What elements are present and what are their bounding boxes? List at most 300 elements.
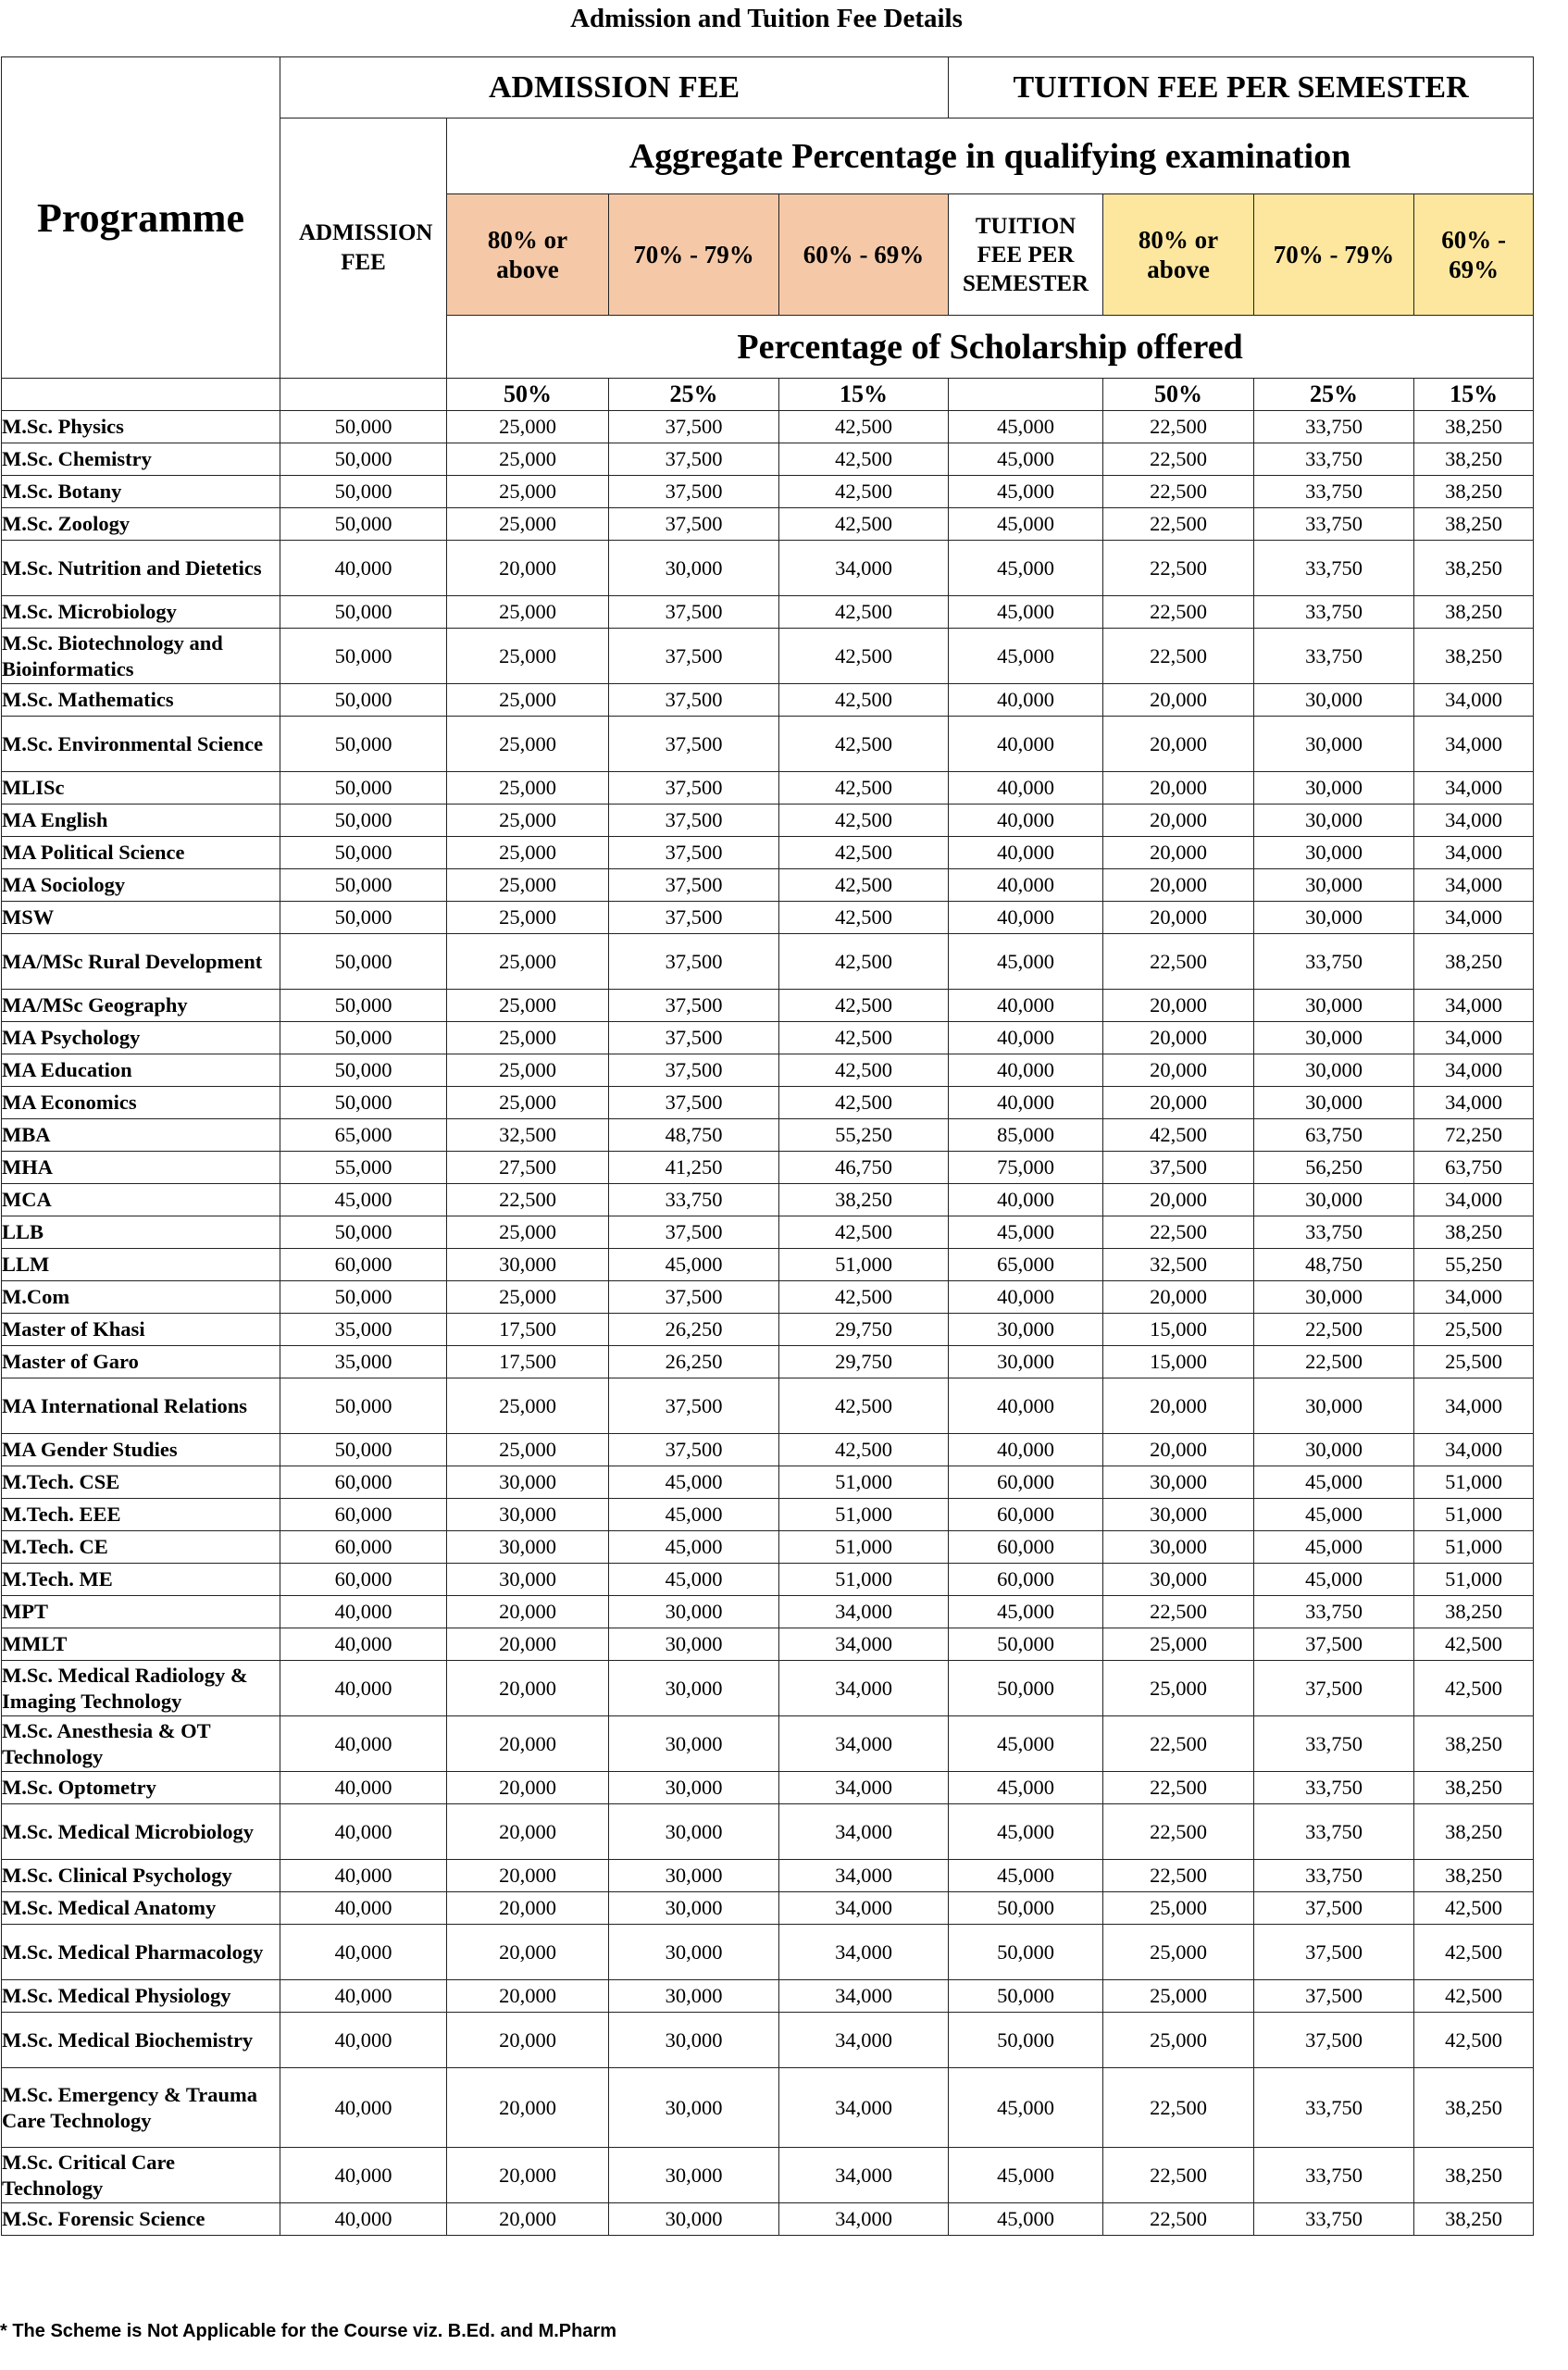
- tuition-60-cell: 51,000: [1414, 1564, 1534, 1596]
- programme-name: LLM: [2, 1249, 280, 1281]
- admission-fee-cell: 50,000: [280, 1054, 447, 1087]
- admission-80-cell: 20,000: [447, 1628, 609, 1661]
- tuition-60-cell: 38,250: [1414, 1860, 1534, 1892]
- programme-name: M.Sc. Medical Biochemistry: [2, 2013, 280, 2068]
- tuition-80-cell: 32,500: [1103, 1249, 1254, 1281]
- tuition-60-cell: 34,000: [1414, 684, 1534, 717]
- admission-fee-cell: 40,000: [280, 1628, 447, 1661]
- scholarship-header: Percentage of Scholarship offered: [447, 316, 1534, 379]
- tuition-70-cell: 48,750: [1254, 1249, 1414, 1281]
- admission-60-cell: 42,500: [779, 837, 949, 869]
- admission-60-cell: 38,250: [779, 1184, 949, 1216]
- admission-80-cell: 25,000: [447, 902, 609, 934]
- tuition-fee-group-header: TUITION FEE PER SEMESTER: [949, 57, 1534, 118]
- admission-80-cell: 25,000: [447, 837, 609, 869]
- admission-60-cell: 42,500: [779, 629, 949, 684]
- admission-80-cell: 25,000: [447, 1054, 609, 1087]
- admission-60-cell: 34,000: [779, 1892, 949, 1925]
- admission-60-cell: 42,500: [779, 1434, 949, 1466]
- table-row: [2, 1152, 1534, 1184]
- tuition-70-cell: 33,750: [1254, 2068, 1414, 2148]
- admission-pct-25: 25%: [609, 379, 779, 411]
- admission-70-cell: 30,000: [609, 2068, 779, 2148]
- table-row: [2, 1564, 1534, 1596]
- tuition-70-cell: 30,000: [1254, 1022, 1414, 1054]
- tuition-fee-cell: 40,000: [949, 1184, 1103, 1216]
- admission-80-cell: 25,000: [447, 596, 609, 629]
- admission-fee-cell: 50,000: [280, 684, 447, 717]
- tuition-fee-cell: 40,000: [949, 1378, 1103, 1434]
- admission-fee-cell: 40,000: [280, 1772, 447, 1804]
- admission-70-cell: 37,500: [609, 1022, 779, 1054]
- admission-80-cell: 30,000: [447, 1249, 609, 1281]
- aggregate-percentage-header: Aggregate Percentage in qualifying examination: [447, 118, 1534, 194]
- admission-80-cell: 25,000: [447, 1434, 609, 1466]
- tuition-60-cell: 38,250: [1414, 411, 1534, 443]
- tuition-80-cell: 22,500: [1103, 411, 1254, 443]
- admission-60-cell: 42,500: [779, 869, 949, 902]
- admission-70-cell: 45,000: [609, 1564, 779, 1596]
- programme-name: MA Gender Studies: [2, 1434, 280, 1466]
- admission-80-cell: 20,000: [447, 1772, 609, 1804]
- tuition-fee-cell: 50,000: [949, 2013, 1103, 2068]
- tuition-fee-cell: 60,000: [949, 1564, 1103, 1596]
- table-row: [2, 541, 1534, 596]
- table-row: [2, 772, 1534, 805]
- admission-80-cell: 25,000: [447, 476, 609, 508]
- table-row: [2, 476, 1534, 508]
- programme-name: M.Sc. Medical Microbiology: [2, 1804, 280, 1860]
- pct-blank: [949, 379, 1103, 411]
- admission-fee-cell: 50,000: [280, 772, 447, 805]
- admission-80-cell: 25,000: [447, 411, 609, 443]
- table-row: [2, 2068, 1534, 2148]
- admission-60-cell: 42,500: [779, 1054, 949, 1087]
- admission-70-cell: 37,500: [609, 596, 779, 629]
- admission-70-cell: 30,000: [609, 1661, 779, 1716]
- tuition-60-cell: 38,250: [1414, 934, 1534, 990]
- tuition-70-cell: 30,000: [1254, 1378, 1414, 1434]
- programme-name: M.Sc. Chemistry: [2, 443, 280, 476]
- table-row: [2, 1925, 1534, 1980]
- tuition-80-cell: 25,000: [1103, 2013, 1254, 2068]
- programme-name: M.Sc. Microbiology: [2, 596, 280, 629]
- admission-70-cell: 37,500: [609, 411, 779, 443]
- admission-70-cell: 30,000: [609, 1716, 779, 1772]
- programme-name: M.Sc. Physics: [2, 411, 280, 443]
- table-header: [2, 57, 1534, 411]
- programme-name: MA English: [2, 805, 280, 837]
- admission-60-cell: 42,500: [779, 476, 949, 508]
- tuition-80-cell: 25,000: [1103, 1661, 1254, 1716]
- tuition-60-cell: 34,000: [1414, 902, 1534, 934]
- admission-80-cell: 25,000: [447, 1087, 609, 1119]
- tuition-80-cell: 37,500: [1103, 1152, 1254, 1184]
- tuition-70-cell: 33,750: [1254, 1716, 1414, 1772]
- admission-60-cell: 34,000: [779, 1772, 949, 1804]
- tuition-70-cell: 33,750: [1254, 934, 1414, 990]
- tuition-80-cell: 20,000: [1103, 869, 1254, 902]
- tuition-60-cell: 38,250: [1414, 476, 1534, 508]
- tuition-pct-15: 15%: [1414, 379, 1534, 411]
- admission-60-cell: 34,000: [779, 541, 949, 596]
- tuition-fee-cell: 40,000: [949, 1281, 1103, 1314]
- tuition-fee-cell: 45,000: [949, 1772, 1103, 1804]
- admission-60-cell: 51,000: [779, 1466, 949, 1499]
- admission-fee-cell: 50,000: [280, 596, 447, 629]
- tuition-80-cell: 22,500: [1103, 2203, 1254, 2236]
- admission-70-cell: 30,000: [609, 2148, 779, 2203]
- tuition-70-cell: 30,000: [1254, 684, 1414, 717]
- admission-fee-cell: 35,000: [280, 1314, 447, 1346]
- tuition-70-cell: 33,750: [1254, 1216, 1414, 1249]
- table-row: [2, 934, 1534, 990]
- tuition-60-cell: 42,500: [1414, 1892, 1534, 1925]
- admission-fee-cell: 50,000: [280, 411, 447, 443]
- tuition-80-cell: 22,500: [1103, 1716, 1254, 1772]
- admission-fee-cell: 50,000: [280, 934, 447, 990]
- tuition-80-cell: 20,000: [1103, 1184, 1254, 1216]
- admission-band-80-header: 80% or above: [447, 194, 609, 316]
- tuition-60-cell: 72,250: [1414, 1119, 1534, 1152]
- admission-80-cell: 25,000: [447, 772, 609, 805]
- admission-80-cell: 32,500: [447, 1119, 609, 1152]
- tuition-80-cell: 22,500: [1103, 629, 1254, 684]
- admission-fee-cell: 40,000: [280, 2013, 447, 2068]
- admission-60-cell: 34,000: [779, 1925, 949, 1980]
- admission-60-cell: 34,000: [779, 1980, 949, 2013]
- tuition-80-cell: 22,500: [1103, 1216, 1254, 1249]
- table-row: [2, 1314, 1534, 1346]
- programme-header: Programme: [2, 57, 280, 379]
- admission-80-cell: 20,000: [447, 1892, 609, 1925]
- tuition-fee-cell: 50,000: [949, 1925, 1103, 1980]
- programme-name: M.Sc. Medical Physiology: [2, 1980, 280, 2013]
- admission-fee-cell: 50,000: [280, 1216, 447, 1249]
- admission-60-cell: 34,000: [779, 2013, 949, 2068]
- admission-fee-group-header: ADMISSION FEE: [280, 57, 949, 118]
- admission-70-cell: 37,500: [609, 684, 779, 717]
- tuition-70-cell: 45,000: [1254, 1564, 1414, 1596]
- admission-fee-cell: 60,000: [280, 1249, 447, 1281]
- tuition-fee-cell: 30,000: [949, 1346, 1103, 1378]
- tuition-60-cell: 34,000: [1414, 1378, 1534, 1434]
- admission-80-cell: 30,000: [447, 1499, 609, 1531]
- tuition-80-cell: 22,500: [1103, 934, 1254, 990]
- admission-80-cell: 25,000: [447, 508, 609, 541]
- tuition-fee-cell: 45,000: [949, 1596, 1103, 1628]
- admission-fee-cell: 40,000: [280, 2068, 447, 2148]
- admission-fee-cell: 50,000: [280, 629, 447, 684]
- tuition-70-cell: 30,000: [1254, 805, 1414, 837]
- admission-70-cell: 37,500: [609, 508, 779, 541]
- admission-60-cell: 34,000: [779, 1860, 949, 1892]
- tuition-70-cell: 33,750: [1254, 1804, 1414, 1860]
- tuition-fee-cell: 40,000: [949, 1434, 1103, 1466]
- tuition-fee-cell: 50,000: [949, 1661, 1103, 1716]
- admission-fee-cell: 50,000: [280, 1281, 447, 1314]
- tuition-fee-cell: 45,000: [949, 629, 1103, 684]
- programme-name: M.Sc. Environmental Science: [2, 717, 280, 772]
- admission-80-cell: 27,500: [447, 1152, 609, 1184]
- admission-70-cell: 30,000: [609, 1980, 779, 2013]
- admission-fee-cell: 40,000: [280, 1661, 447, 1716]
- admission-70-cell: 37,500: [609, 934, 779, 990]
- table-row: [2, 869, 1534, 902]
- admission-70-cell: 30,000: [609, 1772, 779, 1804]
- admission-70-cell: 45,000: [609, 1249, 779, 1281]
- admission-70-cell: 37,500: [609, 990, 779, 1022]
- tuition-60-cell: 38,250: [1414, 443, 1534, 476]
- admission-fee-cell: 40,000: [280, 1980, 447, 2013]
- programme-name: M.Sc. Medical Radiology & Imaging Technology: [2, 1661, 280, 1716]
- tuition-80-cell: 20,000: [1103, 990, 1254, 1022]
- programme-name: M.Sc. Medical Pharmacology: [2, 1925, 280, 1980]
- tuition-60-cell: 42,500: [1414, 1661, 1534, 1716]
- admission-fee-cell: 55,000: [280, 1152, 447, 1184]
- admission-60-cell: 42,500: [779, 1216, 949, 1249]
- admission-70-cell: 30,000: [609, 2203, 779, 2236]
- tuition-60-cell: 38,250: [1414, 1216, 1534, 1249]
- programme-name: M.Sc. Nutrition and Dietetics: [2, 541, 280, 596]
- tuition-80-cell: 25,000: [1103, 1628, 1254, 1661]
- tuition-fee-cell: 85,000: [949, 1119, 1103, 1152]
- admission-70-cell: 37,500: [609, 837, 779, 869]
- table-row: [2, 1216, 1534, 1249]
- admission-80-cell: 25,000: [447, 443, 609, 476]
- admission-fee-cell: 50,000: [280, 837, 447, 869]
- admission-70-cell: 30,000: [609, 1860, 779, 1892]
- tuition-60-cell: 34,000: [1414, 837, 1534, 869]
- tuition-fee-cell: 65,000: [949, 1249, 1103, 1281]
- tuition-band-60-header: 60% - 69%: [1414, 194, 1534, 316]
- tuition-fee-cell: 50,000: [949, 1628, 1103, 1661]
- tuition-70-cell: 30,000: [1254, 1184, 1414, 1216]
- programme-name: MMLT: [2, 1628, 280, 1661]
- admission-70-cell: 30,000: [609, 1628, 779, 1661]
- tuition-60-cell: 38,250: [1414, 1596, 1534, 1628]
- tuition-fee-cell: 40,000: [949, 1054, 1103, 1087]
- admission-80-cell: 20,000: [447, 1925, 609, 1980]
- programme-name: MA Psychology: [2, 1022, 280, 1054]
- tuition-fee-cell: 45,000: [949, 411, 1103, 443]
- admission-80-cell: 25,000: [447, 805, 609, 837]
- tuition-70-cell: 30,000: [1254, 1087, 1414, 1119]
- admission-60-cell: 34,000: [779, 1596, 949, 1628]
- admission-70-cell: 37,500: [609, 869, 779, 902]
- admission-fee-cell: 50,000: [280, 1087, 447, 1119]
- tuition-60-cell: 34,000: [1414, 869, 1534, 902]
- tuition-70-cell: 30,000: [1254, 1281, 1414, 1314]
- admission-60-cell: 42,500: [779, 934, 949, 990]
- table-row: [2, 1531, 1534, 1564]
- tuition-60-cell: 34,000: [1414, 805, 1534, 837]
- tuition-60-cell: 34,000: [1414, 772, 1534, 805]
- admission-80-cell: 25,000: [447, 1378, 609, 1434]
- tuition-70-cell: 33,750: [1254, 2148, 1414, 2203]
- admission-fee-cell: 35,000: [280, 1346, 447, 1378]
- tuition-80-cell: 25,000: [1103, 1925, 1254, 1980]
- tuition-80-cell: 22,500: [1103, 1860, 1254, 1892]
- programme-name: MA/MSc Geography: [2, 990, 280, 1022]
- admission-70-cell: 37,500: [609, 1087, 779, 1119]
- admission-70-cell: 30,000: [609, 1892, 779, 1925]
- tuition-60-cell: 34,000: [1414, 1054, 1534, 1087]
- admission-fee-cell: 40,000: [280, 1860, 447, 1892]
- admission-70-cell: 30,000: [609, 1596, 779, 1628]
- programme-name: M.Sc. Mathematics: [2, 684, 280, 717]
- tuition-fee-cell: 45,000: [949, 443, 1103, 476]
- tuition-60-cell: 25,500: [1414, 1314, 1534, 1346]
- tuition-80-cell: 20,000: [1103, 1281, 1254, 1314]
- programme-name: MA Sociology: [2, 869, 280, 902]
- tuition-70-cell: 37,500: [1254, 1925, 1414, 1980]
- admission-fee-cell: 60,000: [280, 1531, 447, 1564]
- table-row: [2, 1716, 1534, 1772]
- tuition-80-cell: 22,500: [1103, 1772, 1254, 1804]
- admission-fee-cell: 40,000: [280, 1925, 447, 1980]
- tuition-70-cell: 30,000: [1254, 717, 1414, 772]
- tuition-fee-cell: 60,000: [949, 1466, 1103, 1499]
- tuition-80-cell: 22,500: [1103, 1596, 1254, 1628]
- tuition-60-cell: 38,250: [1414, 629, 1534, 684]
- tuition-60-cell: 25,500: [1414, 1346, 1534, 1378]
- tuition-70-cell: 30,000: [1254, 1434, 1414, 1466]
- tuition-80-cell: 20,000: [1103, 772, 1254, 805]
- admission-60-cell: 34,000: [779, 2148, 949, 2203]
- tuition-fee-cell: 40,000: [949, 1022, 1103, 1054]
- admission-70-cell: 37,500: [609, 772, 779, 805]
- tuition-80-cell: 20,000: [1103, 1087, 1254, 1119]
- programme-name: M.Sc. Forensic Science: [2, 2203, 280, 2236]
- programme-name: M.Tech. ME: [2, 1564, 280, 1596]
- tuition-70-cell: 37,500: [1254, 1980, 1414, 2013]
- tuition-60-cell: 38,250: [1414, 2203, 1534, 2236]
- admission-fee-cell: 40,000: [280, 1596, 447, 1628]
- admission-60-cell: 34,000: [779, 1716, 949, 1772]
- admission-fee-cell: 50,000: [280, 805, 447, 837]
- programme-name: M.Sc. Anesthesia & OT Technology: [2, 1716, 280, 1772]
- admission-fee-cell: 60,000: [280, 1466, 447, 1499]
- tuition-60-cell: 34,000: [1414, 1184, 1534, 1216]
- table-row: [2, 1980, 1534, 2013]
- tuition-80-cell: 30,000: [1103, 1564, 1254, 1596]
- tuition-fee-cell: 40,000: [949, 717, 1103, 772]
- admission-fee-cell: 60,000: [280, 1564, 447, 1596]
- admission-fee-cell: 50,000: [280, 1434, 447, 1466]
- table-row: [2, 1596, 1534, 1628]
- admission-70-cell: 41,250: [609, 1152, 779, 1184]
- admission-80-cell: 17,500: [447, 1314, 609, 1346]
- tuition-60-cell: 38,250: [1414, 541, 1534, 596]
- tuition-60-cell: 55,250: [1414, 1249, 1534, 1281]
- programme-name: MA Political Science: [2, 837, 280, 869]
- admission-80-cell: 25,000: [447, 1281, 609, 1314]
- tuition-pct-25: 25%: [1254, 379, 1414, 411]
- admission-80-cell: 17,500: [447, 1346, 609, 1378]
- programme-name: MLISc: [2, 772, 280, 805]
- tuition-fee-cell: 40,000: [949, 837, 1103, 869]
- tuition-fee-header: TUITION FEE PER SEMESTER: [949, 194, 1103, 316]
- tuition-80-cell: 20,000: [1103, 1022, 1254, 1054]
- admission-60-cell: 51,000: [779, 1564, 949, 1596]
- programme-name: MA Education: [2, 1054, 280, 1087]
- admission-fee-cell: 40,000: [280, 1804, 447, 1860]
- footnote: * The Scheme is Not Applicable for the Course viz. B.Ed. and M.Pharm: [0, 2321, 617, 2341]
- admission-80-cell: 30,000: [447, 1531, 609, 1564]
- admission-fee-cell: 50,000: [280, 869, 447, 902]
- table-row: [2, 2013, 1534, 2068]
- tuition-70-cell: 33,750: [1254, 1772, 1414, 1804]
- programme-name: MBA: [2, 1119, 280, 1152]
- table-row: [2, 1249, 1534, 1281]
- tuition-80-cell: 30,000: [1103, 1499, 1254, 1531]
- tuition-fee-cell: 60,000: [949, 1531, 1103, 1564]
- table-row: [2, 1119, 1534, 1152]
- programme-name: MHA: [2, 1152, 280, 1184]
- programme-name: M.Tech. CE: [2, 1531, 280, 1564]
- tuition-80-cell: 20,000: [1103, 1378, 1254, 1434]
- admission-60-cell: 51,000: [779, 1249, 949, 1281]
- tuition-60-cell: 38,250: [1414, 508, 1534, 541]
- tuition-80-cell: 22,500: [1103, 1804, 1254, 1860]
- tuition-60-cell: 38,250: [1414, 1772, 1534, 1804]
- table-row: [2, 443, 1534, 476]
- tuition-70-cell: 45,000: [1254, 1466, 1414, 1499]
- programme-name: M.Tech. CSE: [2, 1466, 280, 1499]
- admission-60-cell: 34,000: [779, 1628, 949, 1661]
- table-row: [2, 805, 1534, 837]
- admission-80-cell: 20,000: [447, 1860, 609, 1892]
- admission-70-cell: 26,250: [609, 1314, 779, 1346]
- tuition-70-cell: 30,000: [1254, 869, 1414, 902]
- tuition-70-cell: 30,000: [1254, 837, 1414, 869]
- tuition-60-cell: 38,250: [1414, 1804, 1534, 1860]
- admission-80-cell: 25,000: [447, 684, 609, 717]
- admission-fee-cell: 50,000: [280, 1022, 447, 1054]
- tuition-80-cell: 20,000: [1103, 684, 1254, 717]
- programme-name: Master of Khasi: [2, 1314, 280, 1346]
- tuition-70-cell: 30,000: [1254, 902, 1414, 934]
- tuition-80-cell: 20,000: [1103, 837, 1254, 869]
- tuition-70-cell: 30,000: [1254, 772, 1414, 805]
- admission-80-cell: 25,000: [447, 934, 609, 990]
- admission-fee-cell: 40,000: [280, 2148, 447, 2203]
- tuition-fee-cell: 45,000: [949, 476, 1103, 508]
- programme-name: MPT: [2, 1596, 280, 1628]
- table-row: [2, 717, 1534, 772]
- admission-60-cell: 51,000: [779, 1499, 949, 1531]
- table-row: [2, 1628, 1534, 1661]
- page-title: Admission and Tuition Fee Details: [570, 4, 963, 33]
- admission-60-cell: 51,000: [779, 1531, 949, 1564]
- table-row: [2, 1804, 1534, 1860]
- tuition-70-cell: 22,500: [1254, 1346, 1414, 1378]
- tuition-80-cell: 25,000: [1103, 1980, 1254, 2013]
- table-row: [2, 1184, 1534, 1216]
- table-row: [2, 2148, 1534, 2203]
- admission-60-cell: 46,750: [779, 1152, 949, 1184]
- tuition-80-cell: 22,500: [1103, 596, 1254, 629]
- admission-fee-cell: 50,000: [280, 902, 447, 934]
- programme-name: M.Sc. Optometry: [2, 1772, 280, 1804]
- tuition-70-cell: 33,750: [1254, 1860, 1414, 1892]
- admission-70-cell: 26,250: [609, 1346, 779, 1378]
- programme-name: MSW: [2, 902, 280, 934]
- admission-60-cell: 34,000: [779, 1804, 949, 1860]
- admission-80-cell: 20,000: [447, 1980, 609, 2013]
- admission-60-cell: 29,750: [779, 1314, 949, 1346]
